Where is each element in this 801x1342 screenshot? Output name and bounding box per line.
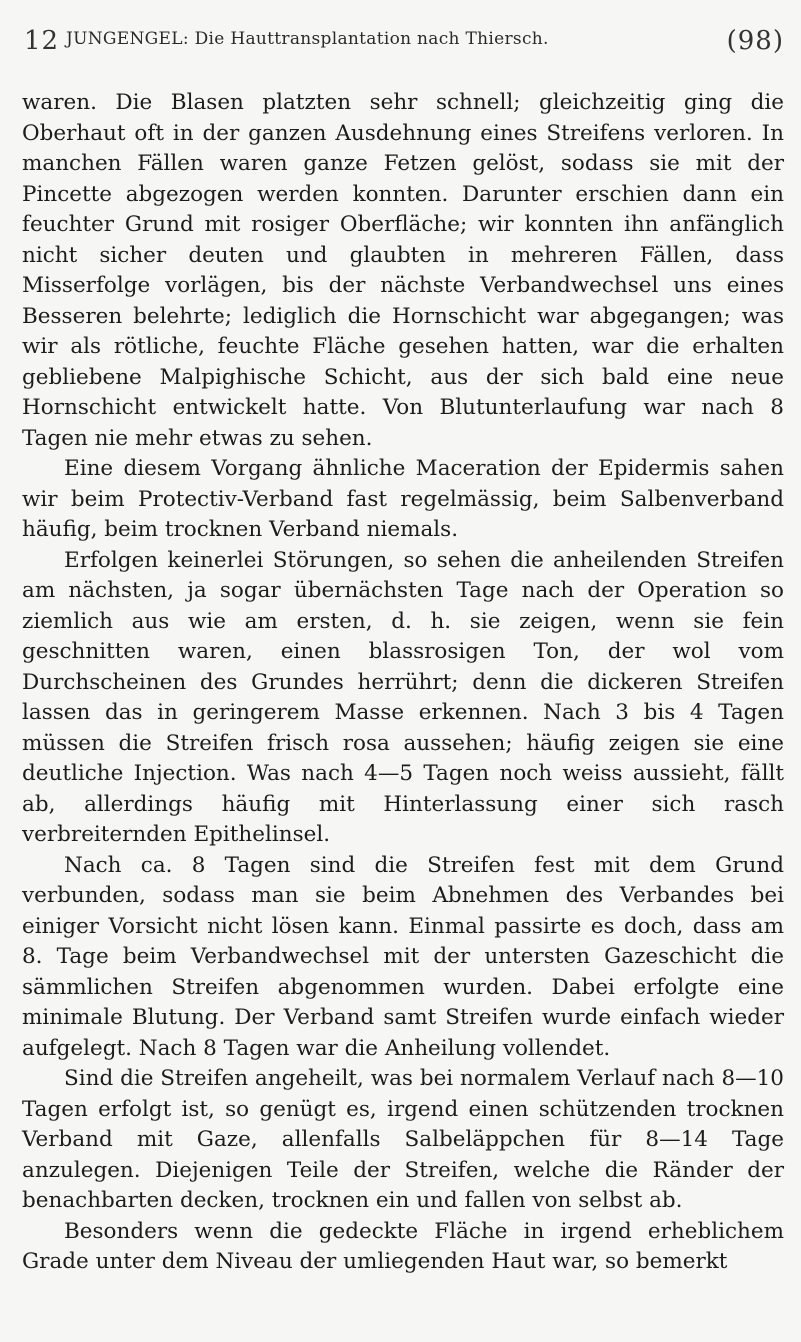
paragraph-1: waren. Die Blasen platzten sehr schnell; gleichzeitig ging die Oberhaut oft in der ganzen Ausdehnung eines Streifens verloren. In manchen Fällen waren ganze Fetzen gelöst, sodass sie mit der Pincette abgezogen werden konnten. Darunter erschien dann ein feuchter Grund mit rosiger Oberfläche; wir konnten ihn anfänglich nicht sicher deuten und glaubten in mehreren Fällen, dass Misserfolge vorlägen, bis der nächste Verbandwechsel uns eines Besseren belehrte; lediglich die Hornschicht war abgegangen; was wir als rötliche, feuchte Fläche gesehen hatten, war die erhalten gebliebene Malpighische Schicht, aus der sich bald eine neue Hornschicht entwickelt hatte. Von Blutunterlaufung war nach 8 Tagen nie mehr etwas zu sehen. xyxy=(22,90,784,451)
paragraph-3: Erfolgen keinerlei Störungen, so sehen die anheilenden Streifen am nächsten, ja sogar übernächsten Tage nach der Operation so ziemlich aus wie am ersten, d. h. sie zeigen, wenn sie fein geschnitten waren, einen blassrosigen Ton, der wol vom Durchscheinen des Grundes herrührt; denn die dickeren Streifen lassen das in geringerem Masse erkennen. Nach 3 bis 4 Tagen müssen die Streifen frisch rosa aussehen; häufig zeigen sie eine deutliche Injection. Was nach 4—5 Tagen noch weiss aussieht, fällt ab, allerdings häufig mit Hinterlassung einer sich rasch verbreiternden Epithelinsel. xyxy=(22,547,784,847)
body-text xyxy=(22,88,784,1278)
page-number: 12 xyxy=(24,26,60,56)
running-title: JUNGENGEL: Die Hauttransplantation nach Thiersch. xyxy=(66,29,549,49)
paragraph-6: Besonders wenn die gedeckte Fläche in irgend erheblichem Grade unter dem Niveau der umliegenden Haut war, so bemerkt xyxy=(22,1218,784,1274)
paragraph-2: Eine diesem Vorgang ähnliche Maceration der Epidermis sahen wir beim Protectiv-Verband fast regelmässig, beim Salbenverband häufig, beim trocknen Verband niemals. xyxy=(22,456,784,542)
page-header xyxy=(24,20,784,60)
paragraph-4: Nach ca. 8 Tagen sind die Streifen fest mit dem Grund verbunden, sodass man sie beim Abnehmen des Verbandes bei einiger Vorsicht nicht lösen kann. Einmal passirte es doch, dass am 8. Tage beim Verbandwechsel mit der untersten Gazeschicht die sämmlichen Streifen abgenommen wurden. Dabei erfolgte eine minimale Blutung. Der Verband samt Streifen wurde einfach wieder aufgelegt. Nach 8 Tagen war die Anheilung vollendet. xyxy=(22,852,784,1061)
paragraph-5: Sind die Streifen angeheilt, was bei normalem Verlauf nach 8—10 Tagen erfolgt ist, so genügt es, irgend einen schützenden trocknen Verband mit Gaze, allenfalls Salbeläppchen für 8—14 Tage anzulegen. Diejenigen Teile der Streifen, welche die Ränder der benachbarten decken, trocknen ein und fallen von selbst ab. xyxy=(22,1066,784,1213)
section-number: (98) xyxy=(726,26,784,56)
